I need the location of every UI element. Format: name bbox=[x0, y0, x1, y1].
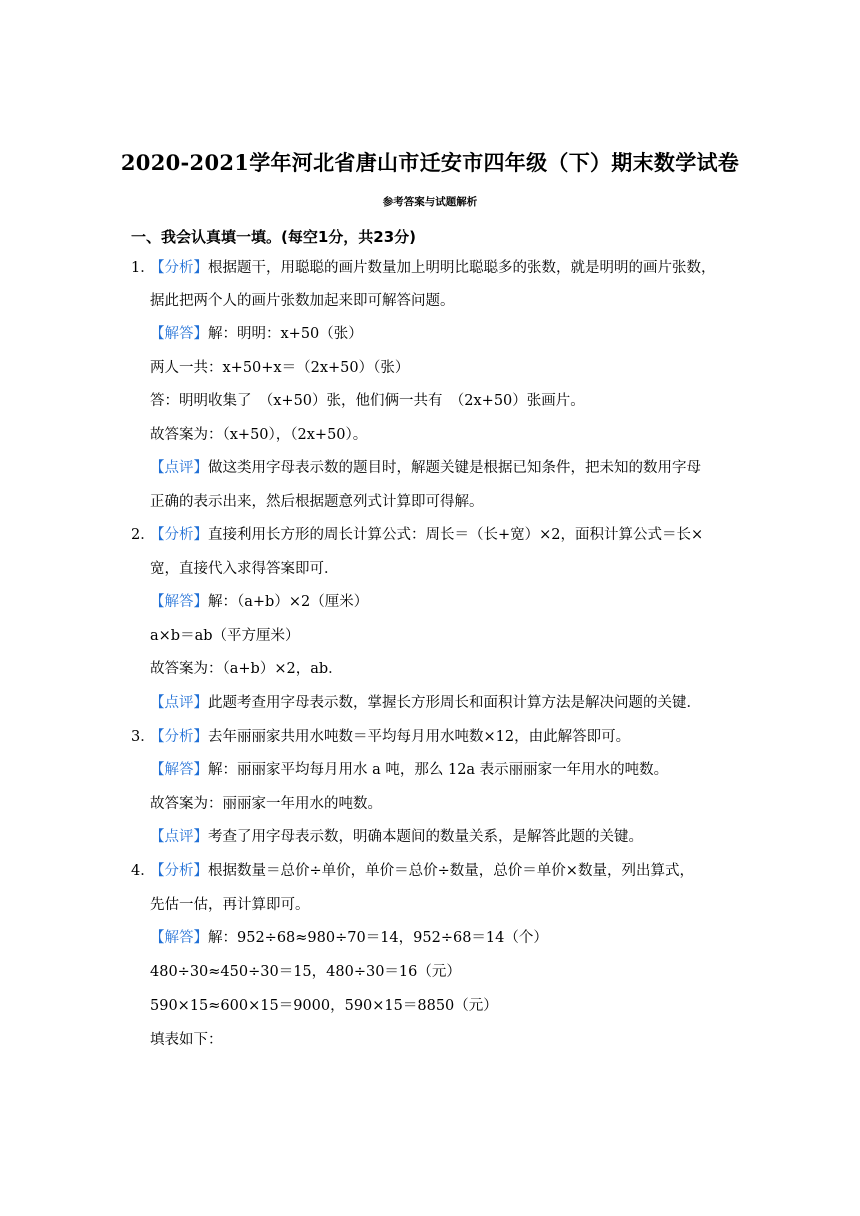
comment-text: 考查了用字母表示数，明确本题间的数量关系，是解答此题的关键。 bbox=[208, 829, 643, 845]
analysis-text: 根据题干，用聪聪的画片数量加上明明比聪聪多的张数，就是明明的画片张数， bbox=[208, 260, 716, 276]
comment-text: 做这类用字母表示数的题目时，解题关键是根据已知条件，把未知的数用字母 bbox=[208, 460, 701, 476]
answer-tag: 【解答】 bbox=[150, 326, 208, 342]
q4-analysis-line-2: 先估一估，再计算即可。 bbox=[150, 897, 310, 913]
question-number: 1． bbox=[131, 260, 155, 276]
analysis-tag: 【分析】 bbox=[150, 260, 208, 276]
comment-tag: 【点评】 bbox=[150, 695, 208, 711]
q2-answer-line-2: a×b＝ab（平方厘米） bbox=[150, 628, 300, 644]
comment-text: 此题考查用字母表示数，掌握长方形周长和面积计算方法是解决问题的关键． bbox=[208, 695, 701, 711]
q3-analysis-line-1 bbox=[131, 727, 630, 747]
q1-answer-line-2: 两人一共：x+50+x＝（2x+50）（张） bbox=[150, 360, 410, 376]
q2-answer-line-3: 故答案为：（a+b）×2，ab． bbox=[150, 661, 343, 677]
analysis-tag: 【分析】 bbox=[150, 863, 208, 879]
analysis-text: 根据数量＝总价÷单价，单价＝总价÷数量，总价＝单价×数量，列出算式， bbox=[208, 863, 694, 879]
analysis-text: 去年丽丽家共用水吨数＝平均每月用水吨数×12，由此解答即可。 bbox=[208, 729, 631, 745]
q1-comment-line-2: 正确的表示出来，然后根据题意列式计算即可得解。 bbox=[150, 494, 484, 510]
answer-tag: 【解答】 bbox=[150, 762, 208, 778]
q2-analysis-line-1 bbox=[131, 525, 703, 545]
q4-analysis-line-1 bbox=[131, 861, 694, 881]
page-subtitle: 参考答案与试题解析 bbox=[382, 196, 478, 208]
q2-answer-line-1 bbox=[150, 592, 368, 612]
q1-analysis-line-2: 据此把两个人的画片张数加起来即可解答问题。 bbox=[150, 293, 455, 309]
comment-tag: 【点评】 bbox=[150, 460, 208, 476]
q3-comment-line-1 bbox=[150, 827, 643, 847]
q1-answer-line-3: 答：明明收集了 （x+50）张，他们俩一共有 （2x+50）张画片。 bbox=[150, 393, 585, 409]
q4-answer-line-3: 590×15≈600×15＝9000，590×15＝8850（元） bbox=[150, 998, 498, 1014]
question-number: 4． bbox=[131, 863, 155, 879]
analysis-tag: 【分析】 bbox=[150, 527, 208, 543]
answer-text: 解：952÷68≈980÷70＝14，952÷68＝14（个） bbox=[208, 930, 548, 946]
answer-text: 解：明明：x+50（张） bbox=[208, 326, 363, 342]
question-number: 3． bbox=[131, 729, 155, 745]
page-title: 2020-2021学年河北省唐山市迁安市四年级（下）期末数学试卷 bbox=[120, 150, 740, 175]
q2-analysis-line-2: 宽，直接代入求得答案即可． bbox=[150, 561, 339, 577]
q4-answer-line-4: 填表如下： bbox=[150, 1032, 223, 1048]
q3-answer-line-2: 故答案为：丽丽家一年用水的吨数。 bbox=[150, 796, 382, 812]
q2-comment-line-1 bbox=[150, 693, 701, 713]
answer-text: 解：丽丽家平均每月用水 a 吨，那么 12a 表示丽丽家一年用水的吨数。 bbox=[208, 762, 669, 778]
q4-answer-line-2: 480÷30≈450÷30＝15，480÷30＝16（元） bbox=[150, 964, 461, 980]
answer-tag: 【解答】 bbox=[150, 594, 208, 610]
section-heading: 一、我会认真填一填。(每空1分，共23分) bbox=[131, 228, 417, 246]
analysis-tag: 【分析】 bbox=[150, 729, 208, 745]
q3-answer-line-1 bbox=[150, 760, 668, 780]
answer-text: 解：（a+b）×2（厘米） bbox=[208, 594, 369, 610]
analysis-text: 直接利用长方形的周长计算公式：周长＝（长+宽）×2，面积计算公式＝长× bbox=[208, 527, 704, 543]
comment-tag: 【点评】 bbox=[150, 829, 208, 845]
q4-answer-line-1 bbox=[150, 928, 548, 948]
q1-answer-line-1 bbox=[150, 324, 363, 344]
answer-tag: 【解答】 bbox=[150, 930, 208, 946]
q1-answer-line-4: 故答案为：（x+50），（2x+50）。 bbox=[150, 427, 368, 443]
q1-analysis-line-1 bbox=[131, 258, 716, 278]
question-number: 2． bbox=[131, 527, 155, 543]
q1-comment-line-1 bbox=[150, 458, 701, 478]
